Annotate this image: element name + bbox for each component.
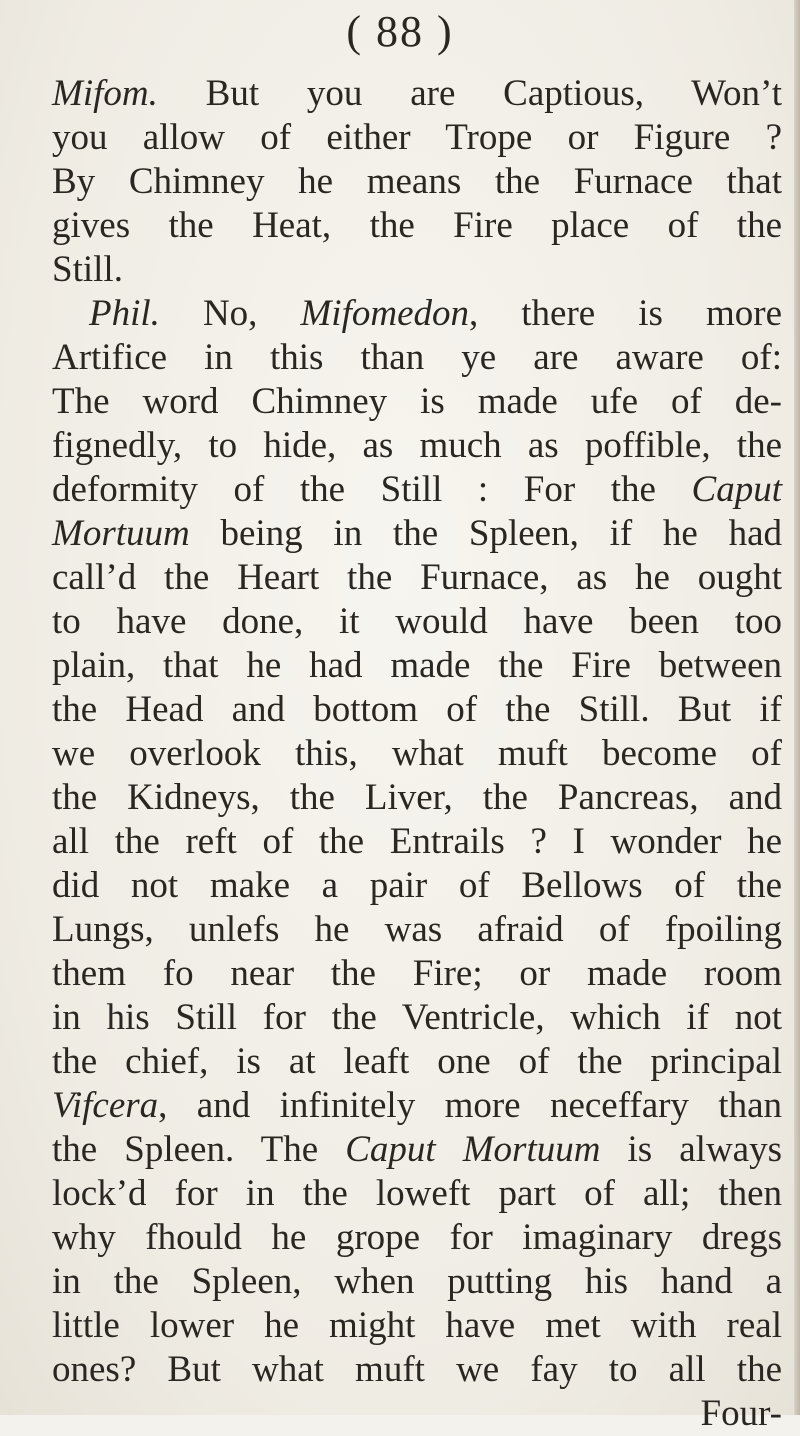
text-segment: fignedly, to hide, as much as poffible, the — [52, 425, 782, 466]
text-segment: why fhould he grope for imaginary dregs — [52, 1217, 782, 1258]
text-line — [52, 72, 782, 116]
text-segment: deformity of the Still : For the — [52, 469, 692, 510]
text-segment: the chief, is at leaft one of the principal — [52, 1041, 782, 1082]
text-line — [52, 644, 782, 688]
text-segment: to have done, it would have been too — [52, 601, 782, 642]
text-segment: ones? But what muft we fay to all the — [52, 1349, 782, 1390]
italic-text: Mortuum — [462, 1129, 601, 1170]
text-segment: By Chimney he means the Furnace that — [52, 161, 782, 202]
text-line — [52, 1216, 782, 1260]
text-segment: is always — [600, 1129, 782, 1170]
text-segment: lock’d for in the loweft part of all; then — [52, 1173, 782, 1214]
text-segment: in his Still for the Ventricle, which if not — [52, 997, 782, 1038]
page-number: ( 88 ) — [346, 7, 454, 56]
text-line — [52, 424, 782, 468]
text-segment: did not make a pair of Bellows of the — [52, 865, 782, 906]
italic-text: Phil. — [89, 293, 160, 334]
text-line — [52, 1348, 782, 1392]
text-segment: little lower he might have met with real — [52, 1305, 782, 1346]
text-line — [52, 468, 782, 512]
text-line — [52, 820, 782, 864]
text-line — [52, 556, 782, 600]
text-line — [52, 952, 782, 996]
text-segment: the Spleen. The — [52, 1129, 346, 1170]
text-line — [52, 248, 782, 292]
text-line — [52, 336, 782, 380]
text-line — [52, 1040, 782, 1084]
text-line — [52, 996, 782, 1040]
text-segment — [52, 293, 89, 334]
italic-text: Mifomedon — [300, 293, 469, 334]
text-segment: No, — [159, 293, 301, 334]
text-segment: being in the Spleen, if he had — [189, 513, 782, 554]
body-text — [52, 72, 782, 1436]
catchword: Four- — [700, 1393, 782, 1434]
text-line — [52, 1084, 782, 1128]
italic-text: Mifom. — [52, 73, 158, 114]
text-line — [52, 1128, 782, 1172]
text-segment: , there is more — [469, 293, 782, 334]
italic-text: Caput — [345, 1129, 436, 1170]
text-segment: plain, that he had made the Fire between — [52, 645, 782, 686]
text-segment: , and infinitely more neceffary than — [158, 1085, 782, 1126]
text-segment: Artifice in this than ye are aware of: — [52, 337, 782, 378]
text-line — [52, 116, 782, 160]
text-line — [52, 732, 782, 776]
text-line — [52, 864, 782, 908]
text-line — [52, 1260, 782, 1304]
text-segment: all the reft of the Entrails ? I wonder he — [52, 821, 782, 862]
text-line — [52, 204, 782, 248]
text-segment: in the Spleen, when putting his hand a — [52, 1261, 782, 1302]
text-line — [52, 1304, 782, 1348]
text-segment: gives the Heat, the Fire place of the — [52, 205, 782, 246]
text-line — [52, 908, 782, 952]
text-segment: call’d the Heart the Furnace, as he ought — [52, 557, 782, 598]
text-line — [52, 776, 782, 820]
text-segment: The word Chimney is made ufe of de- — [52, 381, 782, 422]
text-line — [52, 688, 782, 732]
text-line — [52, 512, 782, 556]
italic-text: Vifcera — [52, 1085, 159, 1126]
text-segment: them fo near the Fire; or made room — [52, 953, 782, 994]
text-line — [52, 292, 782, 336]
text-segment: the Head and bottom of the Still. But if — [52, 689, 782, 730]
text-segment: Lungs, unlefs he was afraid of fpoiling — [52, 909, 782, 950]
text-line — [52, 600, 782, 644]
italic-text: Caput — [691, 469, 782, 510]
text-segment: you allow of either Trope or Figure ? — [52, 117, 782, 158]
text-segment: we overlook this, what muft become of — [52, 733, 782, 774]
text-segment: Still. — [52, 249, 123, 290]
text-line — [52, 380, 782, 424]
italic-text: Mortuum — [52, 513, 190, 554]
text-segment: the Kidneys, the Liver, the Pancreas, and — [52, 777, 782, 818]
page-edge — [794, 0, 800, 1415]
text-segment: But you are Captious, Won’t — [157, 73, 782, 114]
text-line — [52, 1172, 782, 1216]
text-line — [52, 160, 782, 204]
text-segment — [436, 1129, 463, 1170]
